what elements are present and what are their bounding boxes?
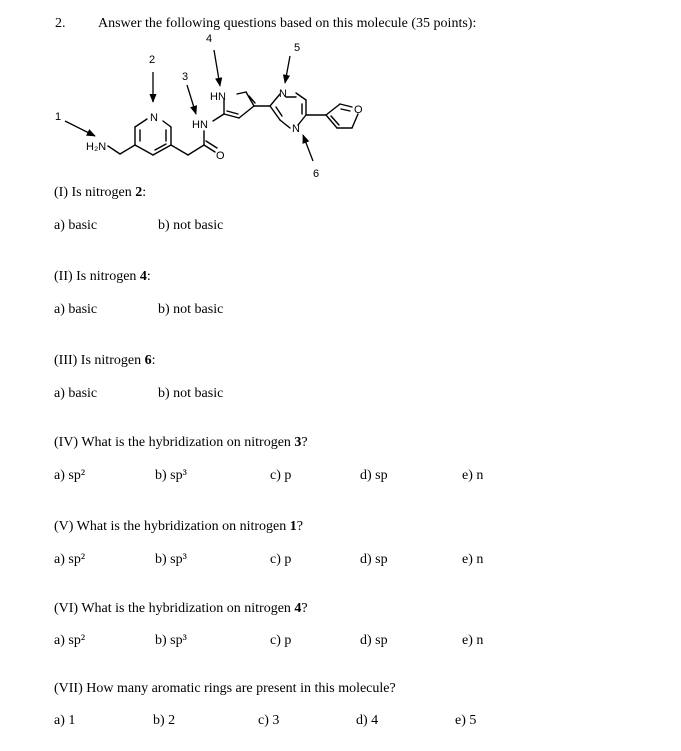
question-7 [54, 681, 396, 697]
question-5 [54, 519, 303, 535]
q5-option-c[interactable]: c) p [270, 552, 292, 567]
q4-option-a[interactable]: a) sp² [54, 468, 86, 483]
question-6-nitrogen: 4 [294, 601, 302, 616]
question-4-prefix: (IV) What is the hybridization on nitrogen [54, 435, 295, 450]
question-3-suffix: : [151, 353, 156, 368]
atom-label-furan-o: O [354, 104, 363, 116]
question-1-suffix: : [142, 185, 147, 200]
question-4-suffix: ? [301, 435, 308, 450]
q6-option-a[interactable]: a) sp² [54, 633, 86, 648]
question-4-nitrogen: 3 [294, 435, 302, 450]
atom-label-amide-nh: HN [192, 119, 208, 131]
question-6 [54, 601, 308, 617]
atom-label-pyridine-n: N [150, 112, 158, 124]
q7-option-d[interactable]: d) 4 [356, 713, 379, 728]
question-2 [54, 269, 151, 285]
question-2-prefix: (II) Is nitrogen [54, 269, 140, 284]
question-3-nitrogen: 6 [144, 353, 152, 368]
question-1-prefix: (I) Is nitrogen [54, 185, 136, 200]
question-1 [54, 185, 146, 201]
pointer-label-3: 3 [182, 71, 189, 83]
q2-option-a[interactable]: a) basic [54, 302, 98, 317]
q4-option-c[interactable]: c) p [270, 468, 292, 483]
q5-option-d[interactable]: d) sp [360, 552, 388, 567]
question-6-prefix: (VI) What is the hybridization on nitrogen [54, 601, 295, 616]
q3-option-b[interactable]: b) not basic [158, 386, 224, 401]
q5-option-b[interactable]: b) sp³ [155, 552, 187, 567]
q4-option-b[interactable]: b) sp³ [155, 468, 187, 483]
pointer-label-6: 6 [313, 168, 320, 180]
atom-label-pyrrole-nh: HN [210, 91, 226, 103]
question-3-prefix: (III) Is nitrogen [54, 353, 145, 368]
question-7-suffix: ? [389, 681, 396, 696]
question-7-prefix: (VII) How many aromatic rings are present in this molecule [54, 681, 390, 696]
q7-option-c[interactable]: c) 3 [258, 713, 280, 728]
q1-option-b[interactable]: b) not basic [158, 218, 224, 233]
atom-label-amine: H₂N [86, 141, 107, 153]
atom-label-pyrazine-n-top: N [279, 88, 287, 100]
question-2-nitrogen: 4 [139, 269, 147, 284]
q3-option-a[interactable]: a) basic [54, 386, 98, 401]
pointer-label-1: 1 [55, 111, 62, 123]
question-6-suffix: ? [301, 601, 308, 616]
question-3 [54, 353, 155, 369]
q4-option-d[interactable]: d) sp [360, 468, 388, 483]
atom-label-amide-o: O [216, 150, 225, 162]
q6-option-c[interactable]: c) p [270, 633, 292, 648]
pointer-label-2: 2 [149, 54, 156, 66]
q6-option-d[interactable]: d) sp [360, 633, 388, 648]
pointer-label-4: 4 [206, 33, 213, 45]
q2-option-b[interactable]: b) not basic [158, 302, 224, 317]
q4-option-e[interactable]: e) n [462, 468, 484, 483]
question-1-nitrogen: 2 [135, 185, 143, 200]
q6-option-b[interactable]: b) sp³ [155, 633, 187, 648]
molecule-structure [0, 0, 681, 200]
q5-option-e[interactable]: e) n [462, 552, 484, 567]
pointer-label-5: 5 [294, 42, 301, 54]
q5-option-a[interactable]: a) sp² [54, 552, 86, 567]
question-5-nitrogen: 1 [289, 519, 297, 534]
q7-option-e[interactable]: e) 5 [455, 713, 477, 728]
question-5-suffix: ? [296, 519, 303, 534]
q6-option-e[interactable]: e) n [462, 633, 484, 648]
q7-option-a[interactable]: a) 1 [54, 713, 76, 728]
q1-option-a[interactable]: a) basic [54, 218, 98, 233]
q7-option-b[interactable]: b) 2 [153, 713, 176, 728]
question-prompt: Answer the following questions based on this molecule (35 points): [98, 16, 477, 31]
question-4 [54, 435, 308, 451]
question-2-suffix: : [146, 269, 151, 284]
atom-label-pyrazine-n-bottom: N [292, 123, 300, 135]
question-5-prefix: (V) What is the hybridization on nitrogen [54, 519, 290, 534]
question-number: 2. [55, 16, 66, 31]
